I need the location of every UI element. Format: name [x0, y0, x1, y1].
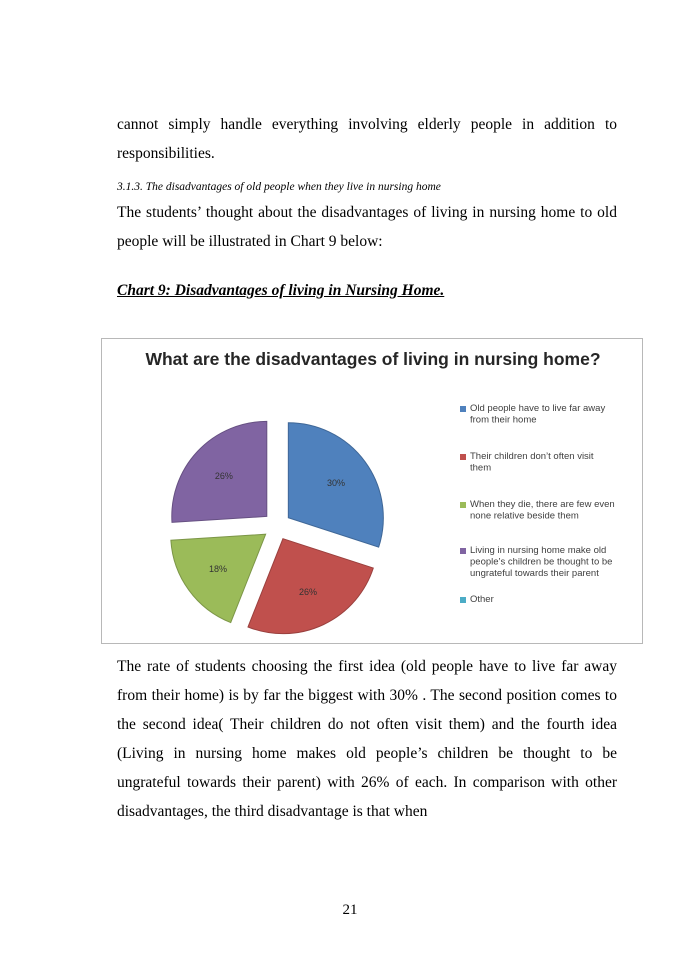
pie-data-label-1: 30% [326, 478, 345, 489]
legend-label-2: Their children don’t often visit them [470, 451, 594, 474]
legend-entry-1 [460, 403, 605, 426]
paragraph-chart-intro: The students’ thought about the disadvantages of living in nursing home to old people will be illustrated in Chart 9 below: [117, 204, 617, 250]
legend-entry-3 [460, 499, 615, 522]
chart-title: What are the disadvantages of living in nursing home? [145, 349, 601, 369]
legend-label-3: When they die, there are few even none relative beside them [470, 499, 615, 522]
legend-label-1: Old people have to live far away from their home [470, 403, 606, 426]
pie-slice-3 [171, 534, 266, 622]
pie-data-label-3: 18% [209, 563, 228, 574]
pie-data-label-4: 26% [214, 471, 233, 482]
paragraph-analysis: The rate of students choosing the first idea (old people have to live far away from their home) is by far the biggest with 30% . The second position comes to the second idea( Their children do not often visit them) and the fourth idea (Living in nursing home makes old people’s children be thought to be ungrateful towards their parent) with 26% of each. In comparison with other disadvantages, the third disadvantage is that when [117, 658, 617, 820]
legend-marker-4 [460, 548, 466, 554]
page-number: 21 [342, 902, 358, 918]
legend-entry-4 [460, 545, 612, 579]
legend-marker-5 [460, 597, 466, 603]
legend-marker-1 [460, 406, 466, 412]
legend-label-4: Living in nursing home make old people’s children be thought to be ungrateful towards their parent [470, 545, 613, 579]
paragraph-intro: cannot simply handle everything involving elderly people in addition to responsibilities. [117, 116, 617, 162]
section-heading: 3.1.3. The disadvantages of old people when they live in nursing home [117, 181, 441, 193]
legend-marker-3 [460, 502, 466, 508]
legend-entry-2 [460, 451, 594, 474]
pie-chart [101, 338, 643, 644]
pie-chart-canvas [102, 339, 644, 645]
legend-marker-2 [460, 454, 466, 460]
chart-caption: Chart 9: Disadvantages of living in Nursing Home. [117, 282, 445, 299]
legend-label-5: Other [470, 594, 494, 605]
pie-data-label-2: 26% [299, 586, 318, 597]
legend-entry-5 [460, 594, 494, 605]
